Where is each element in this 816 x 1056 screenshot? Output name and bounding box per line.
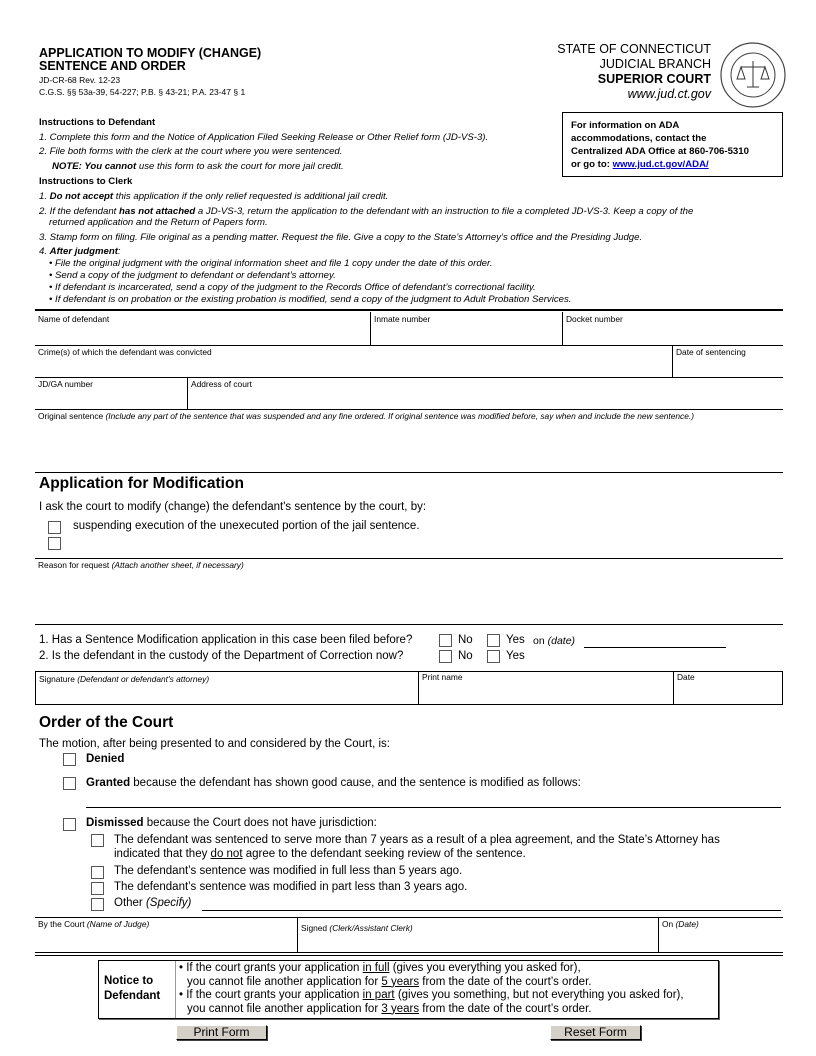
modified-part-label: The defendant’s sentence was modified in part less than 3 years ago.: [114, 881, 468, 893]
branch-name: JUDICIAL BRANCH: [599, 57, 711, 71]
q1-yes-checkbox[interactable]: [487, 634, 500, 647]
q2-no-label: No: [458, 650, 473, 662]
notice-text: • If the court grants your application in full (gives you everything you asked for), you cannot file another application for 5 years from the date of the court’s order. • If the court grants your application in part (gives you something, but not everything you asked for), you cannot file another application for 3 years from the date of the court’s order.: [179, 962, 684, 1015]
dismissed-checkbox[interactable]: [63, 818, 76, 831]
instruction-item: 1. Complete this form and the Notice of Application Filed Seeking Release or Other Relief form (JD-VS-3).: [39, 132, 489, 143]
order-date-field[interactable]: On (Date): [662, 919, 699, 929]
signature-row: [35, 671, 783, 705]
inmate-number-field[interactable]: Inmate number: [371, 312, 563, 345]
clerk-bullet: • File the original judgment with the original information sheet and file 1 copy under the date of this order.: [49, 258, 493, 269]
ada-link[interactable]: www.jud.ct.gov/ADA/: [612, 159, 709, 170]
suspend-execution-checkbox[interactable]: [48, 521, 61, 534]
clerk-bullet: • If defendant is incarcerated, send a copy of the judgment to the Records Office of defendant’s correctional facility.: [49, 282, 536, 293]
dismissed-label: Dismissed because the Court does not have jurisdiction:: [86, 817, 377, 829]
docket-number-field[interactable]: Docket number: [566, 314, 623, 324]
question-2: 2. Is the defendant in the custody of the Department of Correction now?: [39, 650, 404, 662]
denied-label: Denied: [86, 753, 125, 765]
clerk-bullets: [49, 258, 571, 306]
court-row: [35, 377, 783, 409]
clerk-signature-field[interactable]: Signed (Clerk/Assistant Clerk): [297, 917, 659, 952]
modified-full-label: The defendant’s sentence was modified in full less than 5 years ago.: [114, 865, 463, 877]
q1-date-label: on (date): [533, 635, 576, 647]
granted-label: Granted because the defendant has shown good cause, and the sentence is modified as follows:: [86, 777, 581, 789]
q1-no-checkbox[interactable]: [439, 634, 452, 647]
notice-title: Notice to Defendant: [99, 961, 176, 1018]
granted-checkbox[interactable]: [63, 777, 76, 790]
website: www.jud.ct.gov: [627, 87, 711, 101]
order-intro: The motion, after being presented to and considered by the Court, is:: [39, 738, 390, 750]
reason-field[interactable]: Reason for request (Attach another sheet, if necessary): [38, 560, 244, 570]
signature-field[interactable]: Signature (Defendant or defendant's attorney): [36, 672, 419, 704]
plea-agreement-label: The defendant was sentenced to serve more than 7 years as a result of a plea agreement, and the State’s Attorney has indicated that they do not agree to the defendant seeking review of the sentence.: [114, 834, 720, 860]
crimes-field[interactable]: Crime(s) of which the defendant was convicted: [35, 345, 673, 378]
title-line-1: APPLICATION TO MODIFY (CHANGE): [39, 46, 262, 60]
option-2-checkbox[interactable]: [48, 537, 61, 550]
modification-field[interactable]: [86, 807, 781, 808]
instruction-item: 2. File both forms with the clerk at the court where you were sentenced.: [39, 146, 343, 157]
ada-line: Centralized ADA Office at 860-706-5310: [571, 146, 749, 157]
court-header: [557, 42, 711, 102]
notice-box: [98, 960, 719, 1019]
option-suspend-label: suspending execution of the unexecuted portion of the jail sentence.: [73, 520, 420, 532]
instructions-defendant-title: Instructions to Defendant: [39, 117, 156, 128]
ada-line: or go to:: [571, 159, 613, 170]
plea-agreement-checkbox[interactable]: [91, 834, 104, 847]
modified-part-checkbox[interactable]: [91, 882, 104, 895]
clerk-item-3: 3. Stamp form on filing. File original as a pending matter. Request the file. Give a copy to the State’s Attorney’s office and the Presiding Judge.: [39, 232, 643, 243]
ada-line: accommodations, contact the: [571, 133, 707, 144]
defendant-row: [35, 312, 783, 345]
q1-no-label: No: [458, 634, 473, 646]
signature-date-field[interactable]: Date: [677, 672, 695, 682]
application-heading: Application for Modification: [39, 475, 244, 492]
jdga-number-field[interactable]: JD/GA number: [35, 377, 188, 409]
clerk-bullet: • If defendant is on probation or the existing probation is modified, send a copy of the judgment to Adult Probation Services.: [49, 294, 572, 305]
title-line-2: SENTENCE AND ORDER: [39, 59, 186, 73]
modified-full-checkbox[interactable]: [91, 866, 104, 879]
ada-info-box: [562, 112, 783, 177]
crime-row: [35, 345, 783, 378]
q2-yes-checkbox[interactable]: [487, 650, 500, 663]
q1-date-field[interactable]: [584, 647, 726, 648]
statutes: C.G.S. §§ 53a-39, 54-227; P.B. § 43-21; P.A. 23-47 § 1: [39, 87, 246, 97]
form-number: JD-CR-68 Rev. 12-23: [39, 75, 121, 85]
state-name: STATE OF CONNECTICUT: [557, 42, 711, 56]
form-title: [39, 47, 261, 73]
other-label: Other (Specify): [114, 897, 192, 909]
reset-form-button[interactable]: Reset Form: [550, 1025, 641, 1040]
q1-yes-label: Yes: [506, 634, 525, 646]
order-heading: Order of the Court: [39, 714, 174, 731]
clerk-item-2: 2. If the defendant has not attached a JD-VS-3, return the application to the defendant with an instruction to file a completed JD-VS-3. Keep a copy of the returned application and the Return of Papers form.: [39, 206, 694, 228]
print-name-field[interactable]: Print name: [419, 672, 674, 704]
instruction-note: NOTE: You cannot use this form to ask the court for more jail credit.: [52, 161, 344, 172]
court-signature-row: [35, 917, 783, 952]
other-specify-field[interactable]: [202, 910, 781, 911]
question-1: 1. Has a Sentence Modification application in this case been filed before?: [39, 634, 413, 646]
ada-line: For information on ADA: [571, 120, 680, 131]
denied-checkbox[interactable]: [63, 753, 76, 766]
q2-yes-label: Yes: [506, 650, 525, 662]
judge-name-field[interactable]: By the Court (Name of Judge): [38, 919, 150, 929]
clerk-bullet: • Send a copy of the judgment to defendant or defendant’s attorney.: [49, 270, 336, 281]
date-of-sentencing-field[interactable]: Date of sentencing: [676, 347, 746, 357]
address-of-court-field[interactable]: Address of court: [191, 379, 252, 389]
q2-no-checkbox[interactable]: [439, 650, 452, 663]
application-intro: I ask the court to modify (change) the defendant's sentence by the court, by:: [39, 501, 427, 513]
other-checkbox[interactable]: [91, 898, 104, 911]
clerk-item-4: 4. After judgment:: [39, 246, 121, 257]
print-form-button[interactable]: Print Form: [176, 1025, 267, 1040]
original-sentence-field[interactable]: Original sentence (Include any part of the sentence that was suspended and any fine ordered. If original sentence was modified before, say when and include the new sentence.): [38, 411, 694, 421]
instructions-clerk-title: Instructions to Clerk: [39, 176, 133, 187]
court-name: SUPERIOR COURT: [597, 72, 711, 86]
judicial-seal-icon: [719, 41, 787, 109]
name-of-defendant-field[interactable]: Name of defendant: [35, 312, 371, 345]
clerk-item-1: 1. Do not accept this application if the only relief requested is additional jail credit.: [39, 191, 389, 202]
